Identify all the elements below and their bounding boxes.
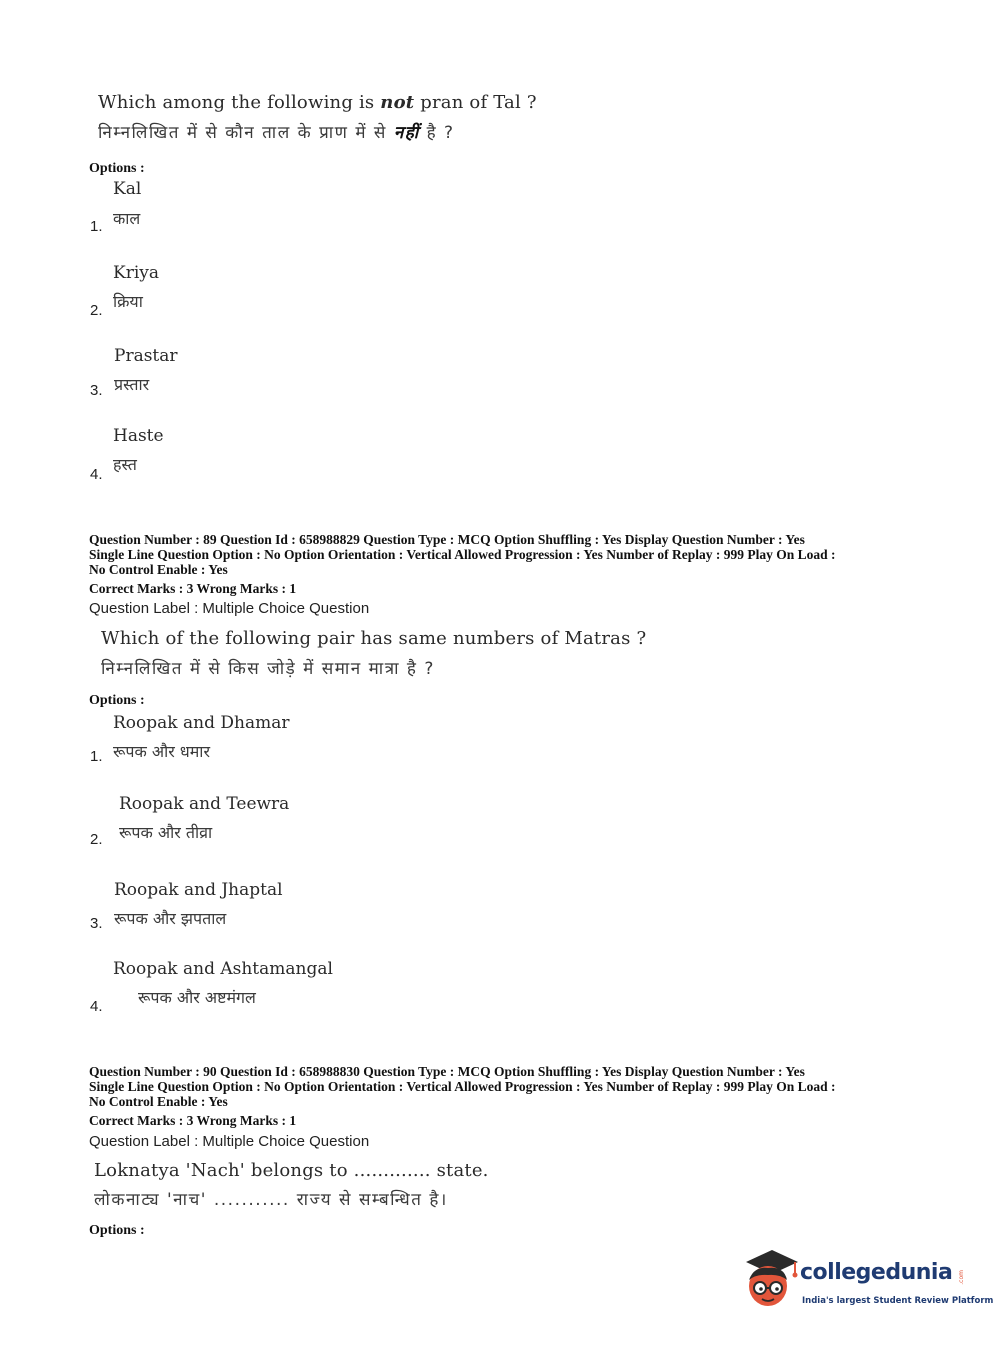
question-90-meta-line-1: Question Number : 90 Question Id : 658988830 Question Type : MCQ Option Shuffling : Yes Display Question Number : Yes <box>89 1064 805 1079</box>
question-89-meta <box>89 532 836 577</box>
question-88-text-en-post: pran of Tal ? <box>414 92 537 113</box>
question-88-text-en <box>98 92 537 113</box>
collegedunia-logo <box>740 1248 994 1318</box>
question-90-meta-line-2: Single Line Question Option : No Option Orientation : Vertical Allowed Progression : Yes Number of Replay : 999 Play On Load : <box>89 1079 836 1094</box>
q89-option-3-hi[interactable]: रूपक और झपताल <box>114 909 227 928</box>
q88-option-4-number: 4. <box>90 466 103 483</box>
question-88-text-hi-pre: निम्नलिखित में से कौन ताल के प्राण में से <box>98 123 394 143</box>
question-89-options-label: Options : <box>89 693 145 708</box>
q89-option-2-en[interactable]: Roopak and Teewra <box>119 794 290 814</box>
q89-option-1-number: 1. <box>90 748 103 765</box>
q88-option-4-en[interactable]: Haste <box>113 426 164 446</box>
q89-option-4-hi[interactable]: रूपक और अष्टमंगल <box>138 988 256 1007</box>
q88-option-3-hi[interactable]: प्रस्तार <box>114 375 150 394</box>
q88-option-1-en[interactable]: Kal <box>113 179 142 199</box>
question-89-meta-line-2: Single Line Question Option : No Option Orientation : Vertical Allowed Progression : Yes Number of Replay : 999 Play On Load : <box>89 547 836 562</box>
question-88-text-hi-emphasis: नहीं <box>393 123 420 143</box>
logo-domain-suffix: .com <box>958 1270 965 1285</box>
q89-option-1-hi[interactable]: रूपक और धमार <box>113 742 210 761</box>
question-90-text-en: Loknatya 'Nach' belongs to ............. state. <box>94 1160 489 1181</box>
q88-option-2-number: 2. <box>90 302 103 319</box>
question-89-meta-line-3: No Control Enable : Yes <box>89 562 228 577</box>
q88-option-2-en[interactable]: Kriya <box>113 263 160 283</box>
question-89-text-hi: निम्नलिखित में से किस जोड़े में समान मात्रा है ? <box>101 659 435 679</box>
mascot-icon <box>740 1248 800 1312</box>
question-88-text-hi-post: है ? <box>419 123 455 143</box>
question-90-meta-line-3: No Control Enable : Yes <box>89 1094 228 1109</box>
q89-option-3-en[interactable]: Roopak and Jhaptal <box>114 880 283 900</box>
question-89-label: Question Label : Multiple Choice Question <box>89 600 370 617</box>
q88-option-3-en[interactable]: Prastar <box>114 346 178 366</box>
question-88-options-label: Options : <box>89 161 145 176</box>
question-88-text-en-pre: Which among the following is <box>98 92 381 113</box>
question-90-meta <box>89 1064 836 1109</box>
q89-option-2-hi[interactable]: रूपक और तीव्रा <box>119 823 213 842</box>
question-90-marks: Correct Marks : 3 Wrong Marks : 1 <box>89 1113 297 1128</box>
q88-option-1-number: 1. <box>90 218 103 235</box>
q88-option-1-hi[interactable]: काल <box>113 209 141 228</box>
logo-tagline: India's largest Student Review Platform <box>802 1296 994 1306</box>
question-89-marks: Correct Marks : 3 Wrong Marks : 1 <box>89 581 297 596</box>
q88-option-4-hi[interactable]: हस्त <box>113 455 137 474</box>
q89-option-2-number: 2. <box>90 831 103 848</box>
logo-wordmark: collegedunia <box>800 1260 953 1285</box>
question-88-text-en-emphasis: not <box>380 92 415 113</box>
q88-option-2-hi[interactable]: क्रिया <box>113 292 143 311</box>
question-89-meta-line-1: Question Number : 89 Question Id : 658988829 Question Type : MCQ Option Shuffling : Yes Display Question Number : Yes <box>89 532 805 547</box>
question-90-options-label: Options : <box>89 1223 145 1238</box>
q89-option-4-en[interactable]: Roopak and Ashtamangal <box>113 959 333 979</box>
q89-option-1-en[interactable]: Roopak and Dhamar <box>113 713 290 733</box>
q89-option-4-number: 4. <box>90 998 103 1015</box>
question-88-text-hi <box>98 120 455 143</box>
question-89-text-en: Which of the following pair has same numbers of Matras ? <box>101 628 647 649</box>
q88-option-3-number: 3. <box>90 382 103 399</box>
q89-option-3-number: 3. <box>90 915 103 932</box>
question-90-text-hi: लोकनाट्य 'नाच' ........... राज्य से सम्बन्धित है। <box>94 1190 448 1210</box>
question-90-label: Question Label : Multiple Choice Question <box>89 1133 370 1150</box>
